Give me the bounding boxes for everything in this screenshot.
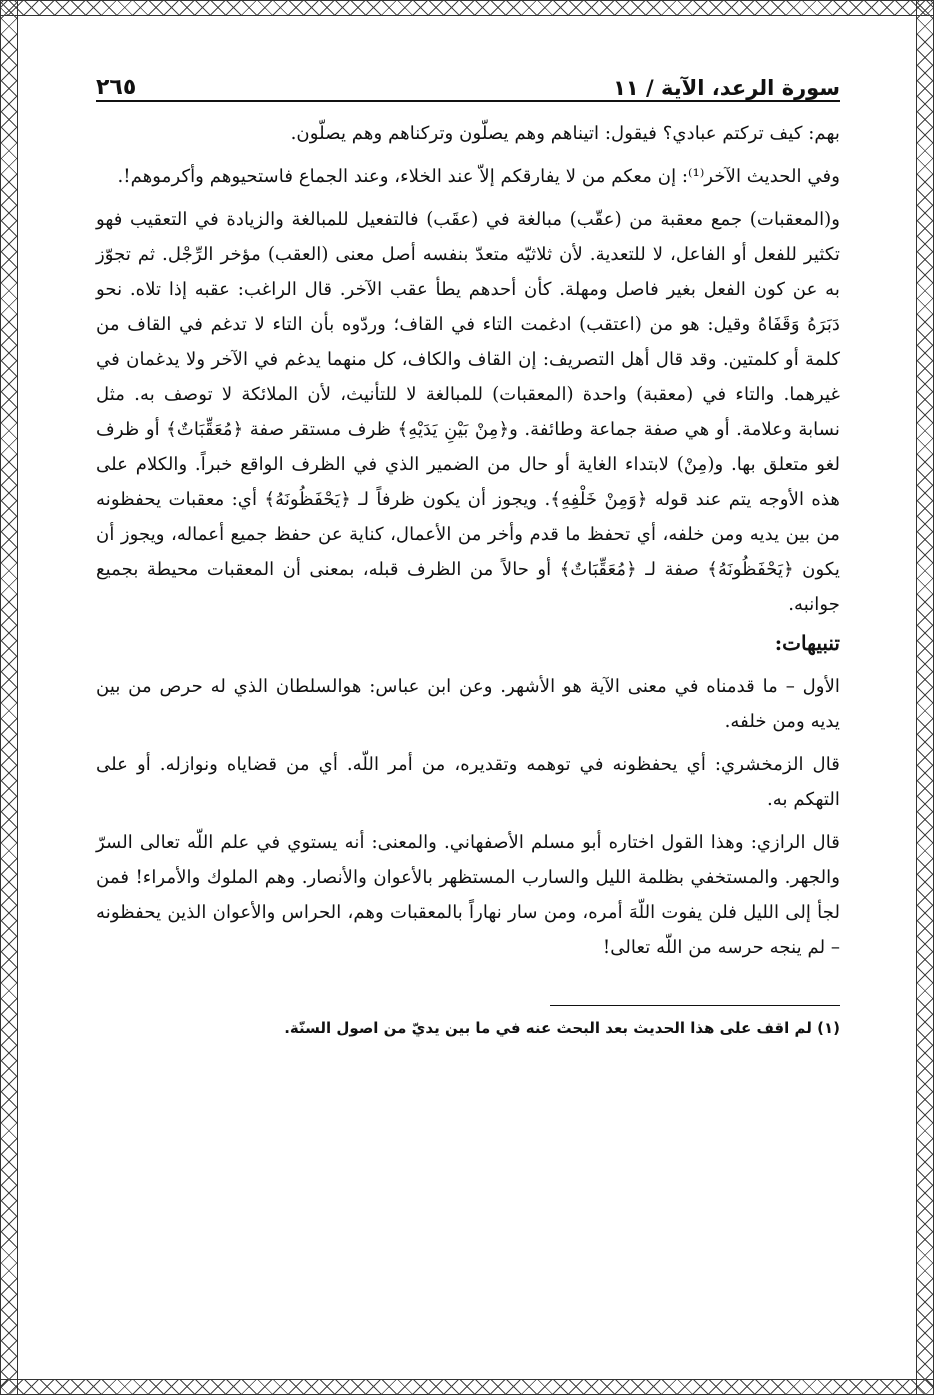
note-3: قال الرازي: وهذا القول اختاره أبو مسلم الأصفهاني. والمعنى: أنه يستوي في علم اللّه تعالى السرّ والجهر. والمستخفي بظلمة الليل والسارب المستظهر بالأعوان والأنصار. وهم الملوك والأمراء! فمن لجأ إلى الليل فلن يفوت اللّهَ أمره، ومن سار نهاراً بالمعقبات وهم، الحراس والأعوان الذين يحفظونه – لم ينجه حرسه من اللّه تعالى! <box>96 832 840 958</box>
decorative-border-right <box>916 0 934 1395</box>
header-title: سورة الرعد، الآية / ١١ <box>613 76 840 100</box>
body-text <box>96 116 840 965</box>
footnote: (١) لم اقف على هذا الحديث بعد البحث عنه في ما بين يديّ من اصول السنّة. <box>284 1019 840 1037</box>
decorative-border-left <box>0 0 18 1395</box>
paragraph-2: وفي الحديث الآخر⁽¹⁾: إن معكم من لا يفارقكم إلاّ عند الخلاء، وعند الجماع فاستحيوهم وأكرموهم!. <box>117 166 840 187</box>
decorative-border-bottom <box>0 1379 934 1395</box>
page-number: ٢٦٥ <box>96 75 137 100</box>
running-header <box>96 58 840 102</box>
note-2: قال الزمخشري: أي يحفظونه في توهمه وتقديره، من أمر اللّه. أي من قضاياه ونوازله. أو على التهكم به. <box>96 754 840 810</box>
section-heading: تنبيهات: <box>774 631 840 655</box>
footnote-divider <box>550 1005 840 1006</box>
paragraph-1: بهم: كيف تركتم عبادي؟ فيقول: اتيناهم وهم يصلّون وتركناهم وهم يصلّون. <box>290 123 840 144</box>
decorative-border-top <box>0 0 934 16</box>
book-page <box>96 58 840 1040</box>
note-1: الأول – ما قدمناه في معنى الآية هو الأشهر. وعن ابن عباس: هوالسلطان الذي له حرص من بين يديه ومن خلفه. <box>96 676 840 732</box>
paragraph-3: و(المعقبات) جمع معقبة من (عقّب) مبالغة في (عقَب) فالتفعيل للمبالغة والزيادة في التعقيب فهو تكثير للفعل أو الفاعل، لا للتعدية. لأن ثلاثيّه متعدّ بنفسه أصل معنى (العقب) مؤخر الرِّجْل. ثم تجوّز به عن كون الفعل بغير فاصل ومهلة. كأن أحدهم يطأ عقب الآخر. قال الراغب: عقبه إذا تلاه. نحو دَبَرَهُ وَقَفَاهُ وقيل: هو من (اعتقب) ادغمت التاء في القاف؛ وردّوه بأن التاء لا تدغم في القاف من كلمة أو كلمتين. وقد قال أهل التصريف: إن القاف والكاف، كل منهما يدغم في الآخر ولا يدغمان في غيرهما. والتاء في (معقبة) واحدة (المعقبات) للمبالغة لا للتأنيث، لأن الملائكة لا توصف به. مثل نسابة وعلامة. أو هي صفة جماعة وطائفة. و﴿مِنْ بَيْنِ يَدَيْهِ﴾ ظرف مستقر صفة ﴿مُعَقِّبَاتٌ﴾ أو ظرف لغو متعلق بها. و(مِنْ) لابتداء الغاية أو حال من الضمير الذي في الظرف الواقع خبراً. والكلام على هذه الأوجه يتم عند قوله ﴿وَمِنْ خَلْفِهِ﴾. ويجوز أن يكون ظرفاً لـ ﴿يَحْفَظُونَهُ﴾ أي: معقبات يحفظونه من بين يديه ومن خلفه، أي تحفظ ما قدم وأخر من الأعمال، كناية عن حفظ جميع أعماله، ويجوز أن يكون ﴿يَحْفَظُونَهُ﴾ صفة لـ ﴿مُعَقِّبَاتٌ﴾ أو حالاً من الظرف قبله، بمعنى أن المعقبات محيطة بجميع جوانبه. <box>96 209 840 615</box>
